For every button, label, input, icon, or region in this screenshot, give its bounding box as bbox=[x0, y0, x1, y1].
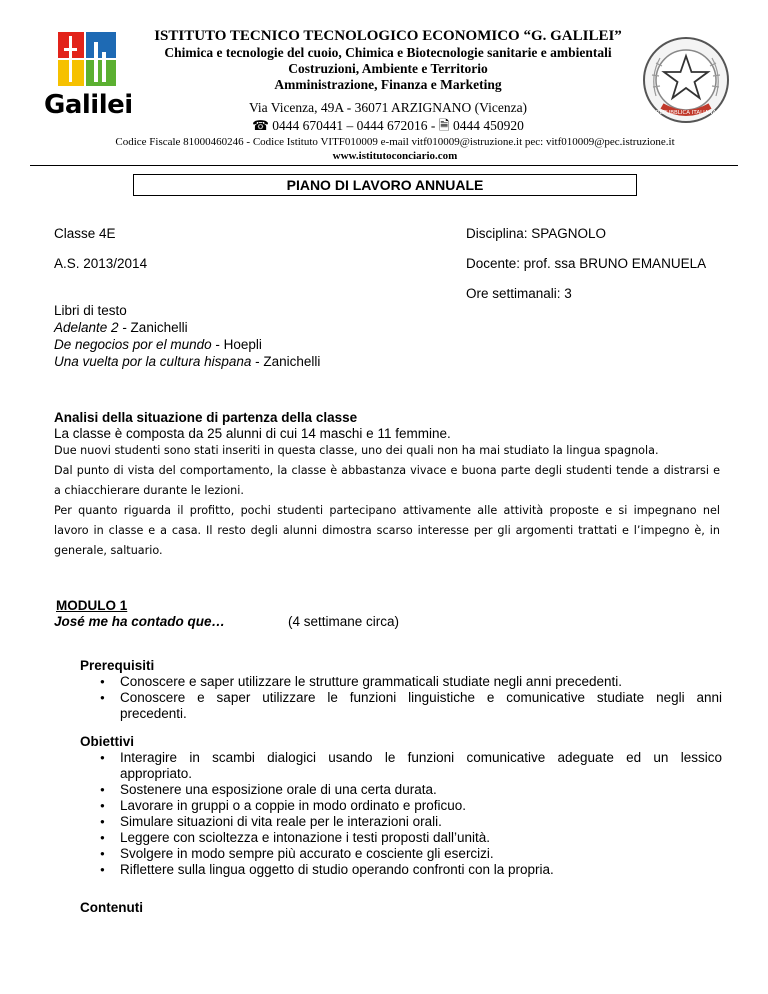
school-codes: Codice Fiscale 81000460246 - Codice Istituto VITF010009 e-mail vitf010009@istruzione.it pec: vitf010009@pec.istruzione.it bbox=[115, 136, 675, 148]
book-publisher: - Hoepli bbox=[211, 337, 262, 352]
republic-seal-icon bbox=[642, 36, 730, 124]
fax-number: 0444 450920 bbox=[453, 118, 524, 133]
info-ore: Ore settimanali: 3 bbox=[466, 286, 572, 301]
analisi-line: Dal punto di vista del comportamento, la classe è abbastanza vivace e buona parte degli studenti tende a distrarsi e bbox=[54, 464, 720, 477]
info-disciplina: Disciplina: SPAGNOLO bbox=[466, 226, 607, 241]
prerequisiti-list bbox=[100, 674, 722, 722]
school-website: www.istitutoconciario.com bbox=[332, 150, 458, 162]
analisi-line: a chiacchierare durante le lezioni. bbox=[54, 484, 244, 497]
books-section bbox=[54, 302, 320, 370]
obiettivi-list bbox=[100, 750, 722, 878]
analisi-intro: La classe è composta da 25 alunni di cui 14 maschi e 11 femmine. bbox=[54, 426, 451, 441]
book-publisher: - Zanichelli bbox=[118, 320, 188, 335]
book-title: Una vuelta por la cultura hispana bbox=[54, 354, 252, 369]
book-item bbox=[54, 336, 320, 353]
school-name: ISTITUTO TECNICO TECNOLOGICO ECONOMICO “G. GALILEI” bbox=[154, 28, 622, 44]
phone-icon: ☎ bbox=[252, 118, 269, 133]
analisi-line: Due nuovi studenti sono stati inseriti in questa classe, uno dei quali non ha mai studiato la lingua spagnola. bbox=[54, 444, 659, 457]
book-item bbox=[54, 353, 320, 370]
list-item-continuation: precedenti. bbox=[120, 706, 187, 721]
list-item: ● Conoscere e saper utilizzare le strutture grammaticali studiate negli anni precedenti. bbox=[100, 674, 722, 690]
document-title: PIANO DI LAVORO ANNUALE bbox=[133, 174, 637, 196]
list-item: ● Leggere con scioltezza e intonazione i testi proposti dall’unità. bbox=[100, 830, 722, 846]
contenuti-heading: Contenuti bbox=[80, 900, 143, 915]
book-title: Adelante 2 bbox=[54, 320, 119, 335]
modulo-duration: (4 settimane circa) bbox=[288, 614, 400, 629]
logo-wordmark: Galilei bbox=[44, 90, 133, 120]
obiettivi-heading: Obiettivi bbox=[80, 734, 135, 749]
info-anno: A.S. 2013/2014 bbox=[54, 256, 148, 271]
list-item: ● Interagire in scambi dialogici usando le funzioni comunicative adeguate ed un lessico bbox=[100, 750, 722, 766]
list-item: ● Simulare situazioni di vita reale per le interazioni orali. bbox=[100, 814, 722, 830]
list-item: ● Riflettere sulla lingua oggetto di studio operando confronti con la propria. bbox=[100, 862, 722, 878]
list-item: ● Svolgere in modo sempre più accurato e cosciente gli esercizi. bbox=[100, 846, 722, 862]
info-docente: Docente: prof. ssa BRUNO EMANUELA bbox=[466, 256, 707, 271]
school-line-2: Chimica e tecnologie del cuoio, Chimica e Biotecnologie sanitarie e ambientali bbox=[164, 45, 612, 60]
seal-text: REPUBBLICA ITALIANA bbox=[655, 110, 717, 116]
analisi-line: lavoro in classe e a casa. Il resto degli alunni dimostra scarso interesse per gli argomenti trattati e l’impegno è, in bbox=[54, 524, 720, 537]
book-publisher: - Zanichelli bbox=[251, 354, 321, 369]
list-item-continuation: appropriato. bbox=[120, 766, 193, 781]
analisi-heading: Analisi della situazione di partenza della classe bbox=[54, 410, 358, 425]
phone-numbers: 0444 670441 – 0444 672016 - bbox=[272, 118, 436, 133]
modulo-heading: MODULO 1 bbox=[56, 598, 128, 613]
modulo-title: José me ha contado que… bbox=[54, 614, 226, 629]
book-item bbox=[54, 319, 320, 336]
school-line-4: Amministrazione, Finanza e Marketing bbox=[274, 77, 502, 92]
header-divider bbox=[30, 165, 738, 166]
school-address: Via Vicenza, 49A - 36071 ARZIGNANO (Vicenza) bbox=[248, 100, 528, 115]
info-classe: Classe 4E bbox=[54, 226, 116, 241]
fax-icon: 🗎 bbox=[438, 118, 450, 133]
book-title: De negocios por el mundo bbox=[54, 337, 212, 352]
analisi-line: Per quanto riguarda il profitto, pochi studenti partecipano attivamente alle attività proposte e si impegnano nel bbox=[54, 504, 720, 517]
list-item: ● Conoscere e saper utilizzare le funzioni linguistiche e comunicative studiate negli anni bbox=[100, 690, 722, 706]
list-item: ● Sostenere una esposizione orale di una certa durata. bbox=[100, 782, 722, 798]
prerequisiti-heading: Prerequisiti bbox=[80, 658, 155, 673]
school-line-3: Costruzioni, Ambiente e Territorio bbox=[288, 61, 488, 76]
books-heading: Libri di testo bbox=[54, 303, 127, 318]
list-item: ● Lavorare in gruppi o a coppie in modo ordinato e proficuo. bbox=[100, 798, 722, 814]
analisi-line: generale, saltuario. bbox=[54, 544, 163, 557]
